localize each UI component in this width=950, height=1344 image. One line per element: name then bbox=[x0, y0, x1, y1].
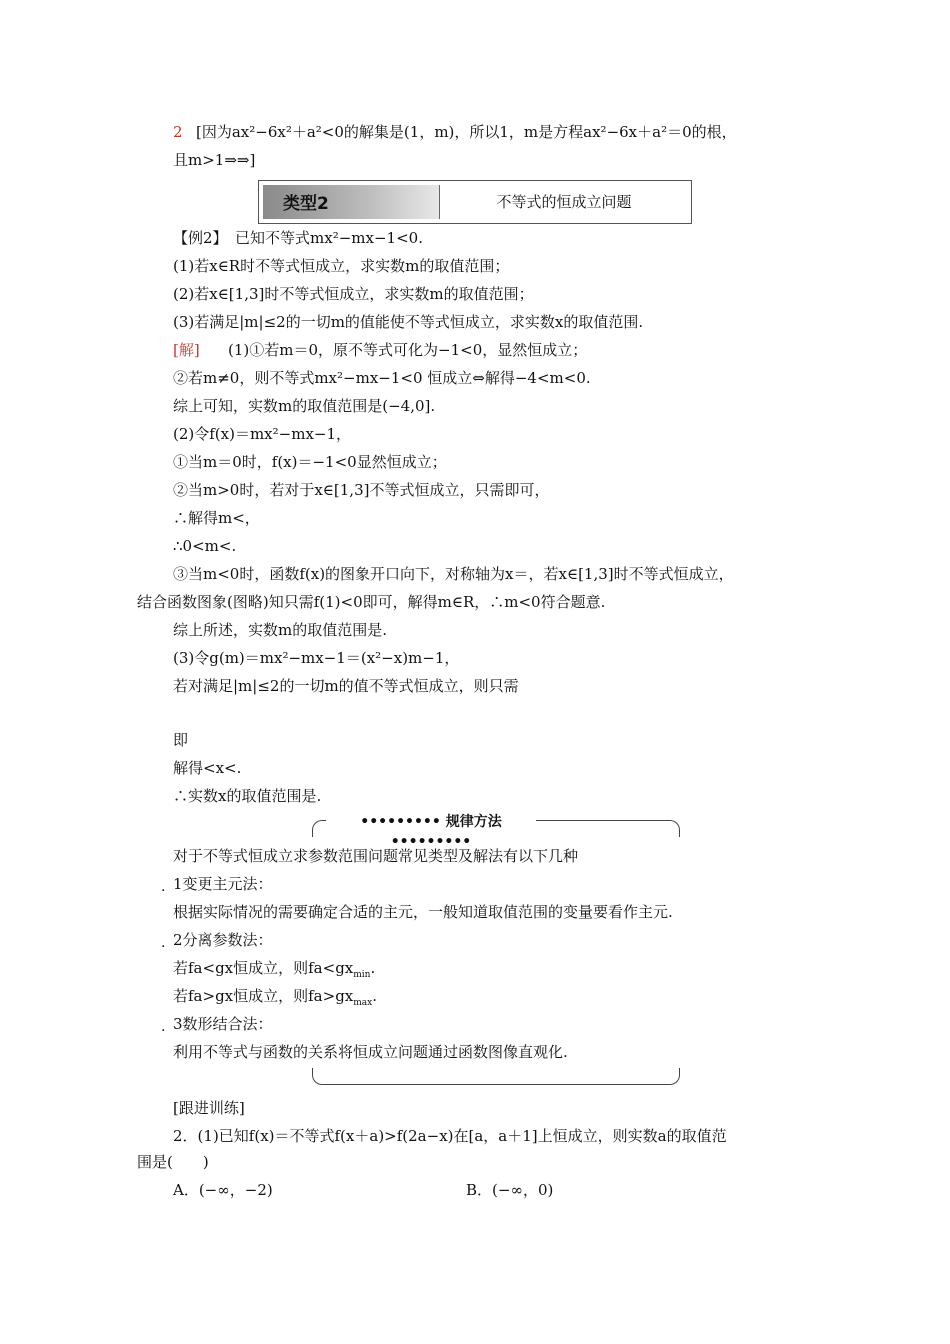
text-line: [因为ax²−6x²＋a²<0的解集是(1，m)，所以1，m是方程ax²−6x＋a²＝0的根， bbox=[196, 123, 737, 141]
method-item-3: 3数形结合法： bbox=[173, 1015, 273, 1033]
solution-line: (2)令f(x)＝mx²−mx−1， bbox=[173, 425, 352, 443]
solution-line: 综上可知，实数m的取值范围是(−4,0]. bbox=[173, 397, 436, 415]
question-3: (3)若满足|m|≤2的一切m的值能使不等式恒成立，求实数x的取值范围. bbox=[173, 313, 644, 331]
option-b: B．(−∞，0) bbox=[466, 1181, 554, 1199]
bullet-dot: . bbox=[161, 1019, 166, 1035]
type-badge bbox=[263, 185, 440, 219]
method-item-2a: 若fa<gx恒成立，则$fa<gx_{min}$. bbox=[173, 959, 376, 980]
solution-line: ②若m≠0，则不等式mx²−mx−1<0 恒成立⇔解得−4<m<0. bbox=[173, 369, 591, 387]
solution-line: 解得<x<. bbox=[173, 759, 242, 777]
text-line: 且m>1⇒⇒] bbox=[173, 151, 256, 169]
question-2: (2)若x∈[1,3]时不等式恒成立，求实数m的取值范围； bbox=[173, 285, 534, 303]
solution-line: ①当m＝0时，f(x)＝−1<0显然恒成立； bbox=[173, 453, 447, 471]
method-item-1-desc: 根据实际情况的需要确定合适的主元，一般知道取值范围的变量要看作主元. bbox=[173, 903, 673, 921]
method-box-bottom bbox=[312, 1068, 680, 1085]
method-intro: 对于不等式恒成立求参数范围问题常见类型及解法有以下几种 bbox=[173, 847, 579, 865]
item-number: 2 bbox=[173, 123, 183, 141]
solution-line: ∴解得m<， bbox=[173, 509, 260, 527]
method-item-2b: 若fa>gx恒成立，则$fa>gx_{max}$. bbox=[173, 987, 378, 1008]
solution-line: ∴0<m<. bbox=[173, 537, 237, 555]
solution-line: 即 bbox=[173, 731, 189, 749]
bullet-dot: . bbox=[161, 879, 166, 895]
solution-line: (1)①若m＝0，原不等式可化为−1<0，显然恒成立； bbox=[228, 341, 588, 359]
formula-text: 若fa<gx恒成立，则fa<gx bbox=[173, 959, 354, 977]
solution-tag: [解] bbox=[173, 341, 200, 359]
method-title: ••••••••• 规律方法 ••••••••• bbox=[326, 812, 536, 832]
solution-line: 结合函数图象(图略)知只需f(1)<0即可，解得m∈R，∴m<0符合题意. bbox=[137, 593, 606, 611]
example-heading: 【例2】 已知不等式mx²−mx−1<0. bbox=[173, 229, 423, 247]
solution-line: 综上所述，实数m的取值范围是. bbox=[173, 621, 387, 639]
bullet-dot: . bbox=[161, 935, 166, 951]
option-a: A．(−∞，−2) bbox=[173, 1181, 273, 1199]
solution-line: ③当m<0时，函数f(x)的图象开口向下，对称轴为x＝，若x∈[1,3]时不等式恒成立， bbox=[173, 565, 734, 583]
type-badge-label: 类型2 bbox=[283, 194, 329, 214]
practice-heading: [跟进训练] bbox=[173, 1099, 245, 1117]
method-item-3-desc: 利用不等式与函数的关系将恒成立问题通过函数图像直观化. bbox=[173, 1043, 568, 1061]
method-item-1: 1变更主元法： bbox=[173, 875, 273, 893]
solution-line: ∴实数x的取值范围是. bbox=[173, 787, 322, 805]
solution-line: 若对满足|m|≤2的一切m的值不等式恒成立，则只需 bbox=[173, 677, 519, 695]
section-type-box bbox=[258, 180, 692, 224]
solution-line: ②当m>0时，若对于x∈[1,3]不等式恒成立，只需即可， bbox=[173, 481, 550, 499]
solution-line: (3)令g(m)＝mx²−mx−1＝(x²−x)m−1， bbox=[173, 649, 460, 667]
formula-text: 若fa>gx恒成立，则fa>gx bbox=[173, 987, 354, 1005]
formula-subscript: max bbox=[353, 998, 373, 1008]
question-1: (1)若x∈R时不等式恒成立，求实数m的取值范围； bbox=[173, 257, 510, 275]
method-item-2: 2分离参数法： bbox=[173, 931, 273, 949]
practice-question: 2．(1)已知f(x)＝不等式f(x＋a)>f(2a−x)在[a，a＋1]上恒成立，则实数a的取值范 bbox=[173, 1127, 727, 1145]
practice-question: 围是( ) bbox=[137, 1153, 209, 1171]
formula-subscript: min bbox=[353, 970, 371, 980]
type-title: 不等式的恒成立问题 bbox=[496, 193, 632, 211]
